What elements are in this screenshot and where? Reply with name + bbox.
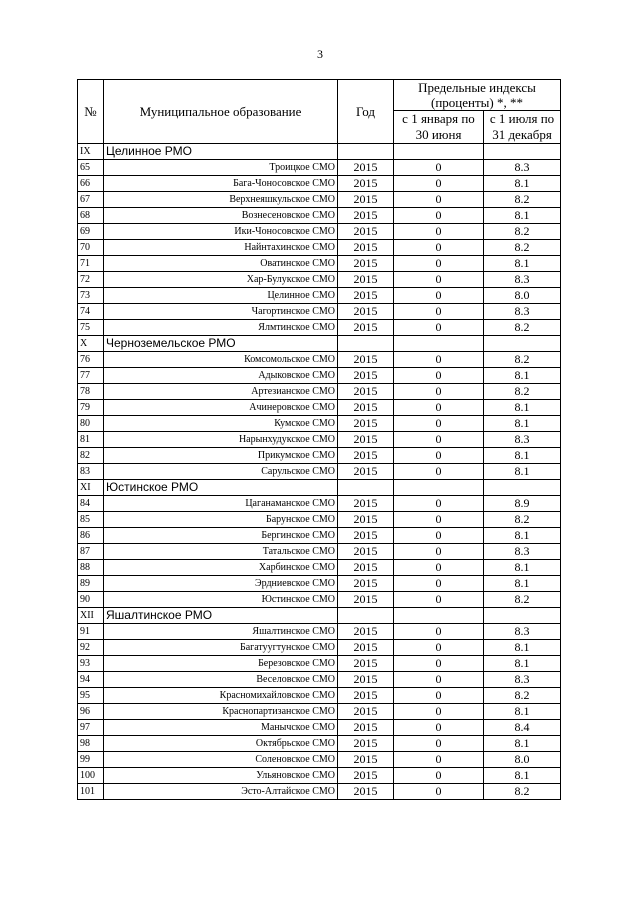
table-row: [78, 288, 561, 304]
index-second-half: 8.3: [484, 304, 561, 320]
index-first-half: 0: [394, 176, 484, 192]
index-first-half: 0: [394, 320, 484, 336]
empty-cell: [394, 480, 484, 496]
row-number: 71: [78, 256, 104, 272]
empty-cell: [338, 480, 394, 496]
municipality-name: Ики-Чоносовское СМО: [104, 224, 338, 240]
table-row: [78, 768, 561, 784]
table-row: [78, 496, 561, 512]
municipality-name: Бергинское СМО: [104, 528, 338, 544]
year-cell: 2015: [338, 592, 394, 608]
year-cell: 2015: [338, 560, 394, 576]
row-number: 89: [78, 576, 104, 592]
municipality-name: Найнтахинское СМО: [104, 240, 338, 256]
row-number: 73: [78, 288, 104, 304]
municipality-name: Хар-Булукское СМО: [104, 272, 338, 288]
table-row: [78, 448, 561, 464]
row-number: 95: [78, 688, 104, 704]
section-row: [78, 608, 561, 624]
municipality-name: Яшалтинское СМО: [104, 624, 338, 640]
table-row: [78, 224, 561, 240]
header-second-half: с 1 июля по 31 декабря: [484, 111, 561, 144]
row-number: 85: [78, 512, 104, 528]
index-first-half: 0: [394, 512, 484, 528]
year-cell: 2015: [338, 528, 394, 544]
municipality-name: Ялмтинское СМО: [104, 320, 338, 336]
index-first-half: 0: [394, 528, 484, 544]
year-cell: 2015: [338, 288, 394, 304]
municipality-name: Верхнеяшкульское СМО: [104, 192, 338, 208]
table-row: [78, 512, 561, 528]
row-number: 75: [78, 320, 104, 336]
table-row: [78, 304, 561, 320]
index-first-half: 0: [394, 352, 484, 368]
index-second-half: 8.1: [484, 560, 561, 576]
year-cell: 2015: [338, 416, 394, 432]
year-cell: 2015: [338, 304, 394, 320]
index-second-half: 8.0: [484, 288, 561, 304]
table-row: [78, 576, 561, 592]
municipality-name: Ачинеровское СМО: [104, 400, 338, 416]
municipality-name: Сарульское СМО: [104, 464, 338, 480]
municipality-name: Октябрьское СМО: [104, 736, 338, 752]
index-second-half: 8.2: [484, 320, 561, 336]
row-number: 86: [78, 528, 104, 544]
table-row: [78, 720, 561, 736]
municipality-name: Чагортинское СМО: [104, 304, 338, 320]
year-cell: 2015: [338, 224, 394, 240]
section-row: [78, 144, 561, 160]
table-header: [78, 80, 561, 144]
row-number: 96: [78, 704, 104, 720]
index-first-half: 0: [394, 160, 484, 176]
municipality-name: Цаганаманское СМО: [104, 496, 338, 512]
index-first-half: 0: [394, 304, 484, 320]
index-second-half: 8.3: [484, 432, 561, 448]
index-second-half: 8.1: [484, 400, 561, 416]
municipality-name: Юстинское СМО: [104, 592, 338, 608]
header-municipality: Муниципальное образование: [104, 80, 338, 144]
year-cell: 2015: [338, 160, 394, 176]
table-row: [78, 592, 561, 608]
municipality-name: Эрдниевское СМО: [104, 576, 338, 592]
index-second-half: 8.2: [484, 592, 561, 608]
year-cell: 2015: [338, 624, 394, 640]
table-row: [78, 368, 561, 384]
index-second-half: 8.1: [484, 256, 561, 272]
table-row: [78, 160, 561, 176]
index-first-half: 0: [394, 704, 484, 720]
year-cell: 2015: [338, 640, 394, 656]
municipality-name: Нарынхудукское СМО: [104, 432, 338, 448]
row-number: 78: [78, 384, 104, 400]
table-row: [78, 704, 561, 720]
table-row: [78, 416, 561, 432]
municipality-name: Кумское СМО: [104, 416, 338, 432]
section-number: IX: [78, 144, 104, 160]
table-row: [78, 528, 561, 544]
row-number: 97: [78, 720, 104, 736]
index-first-half: 0: [394, 720, 484, 736]
row-number: 84: [78, 496, 104, 512]
index-second-half: 8.1: [484, 736, 561, 752]
municipality-name: Бага-Чоносовское СМО: [104, 176, 338, 192]
row-number: 83: [78, 464, 104, 480]
row-number: 67: [78, 192, 104, 208]
year-cell: 2015: [338, 352, 394, 368]
section-number: X: [78, 336, 104, 352]
index-second-half: 8.3: [484, 160, 561, 176]
index-first-half: 0: [394, 784, 484, 800]
index-second-half: 8.2: [484, 192, 561, 208]
index-first-half: 0: [394, 736, 484, 752]
table-row: [78, 272, 561, 288]
table-row: [78, 384, 561, 400]
municipality-name: Багатуугтунское СМО: [104, 640, 338, 656]
year-cell: 2015: [338, 448, 394, 464]
empty-cell: [394, 336, 484, 352]
empty-cell: [484, 144, 561, 160]
row-number: 70: [78, 240, 104, 256]
index-second-half: 8.3: [484, 672, 561, 688]
empty-cell: [338, 336, 394, 352]
section-number: XI: [78, 480, 104, 496]
municipality-name: Соленовское СМО: [104, 752, 338, 768]
index-second-half: 8.2: [484, 240, 561, 256]
empty-cell: [394, 144, 484, 160]
page-number: 3: [317, 47, 323, 61]
row-number: 65: [78, 160, 104, 176]
row-number: 82: [78, 448, 104, 464]
index-first-half: 0: [394, 560, 484, 576]
row-number: 98: [78, 736, 104, 752]
municipality-name: Ульяновское СМО: [104, 768, 338, 784]
index-second-half: 8.3: [484, 624, 561, 640]
year-cell: 2015: [338, 544, 394, 560]
table-row: [78, 688, 561, 704]
index-second-half: 8.1: [484, 416, 561, 432]
table-row: [78, 464, 561, 480]
index-second-half: 8.1: [484, 528, 561, 544]
index-second-half: 8.1: [484, 640, 561, 656]
index-second-half: 8.2: [484, 352, 561, 368]
row-number: 76: [78, 352, 104, 368]
row-number: 101: [78, 784, 104, 800]
section-title: Яшалтинское РМО: [104, 608, 338, 624]
empty-cell: [484, 608, 561, 624]
empty-cell: [338, 608, 394, 624]
row-number: 79: [78, 400, 104, 416]
municipality-name: Комсомольское СМО: [104, 352, 338, 368]
table-row: [78, 736, 561, 752]
year-cell: 2015: [338, 368, 394, 384]
year-cell: 2015: [338, 192, 394, 208]
municipality-name: Целинное СМО: [104, 288, 338, 304]
index-first-half: 0: [394, 208, 484, 224]
municipality-name: Адыковское СМО: [104, 368, 338, 384]
index-second-half: 8.2: [484, 224, 561, 240]
year-cell: 2015: [338, 752, 394, 768]
index-second-half: 8.1: [484, 576, 561, 592]
index-second-half: 8.3: [484, 544, 561, 560]
year-cell: 2015: [338, 768, 394, 784]
row-number: 87: [78, 544, 104, 560]
index-second-half: 8.1: [484, 704, 561, 720]
header-year: Год: [338, 80, 394, 144]
index-first-half: 0: [394, 592, 484, 608]
table-row: [78, 256, 561, 272]
year-cell: 2015: [338, 384, 394, 400]
year-cell: 2015: [338, 256, 394, 272]
index-second-half: 8.3: [484, 272, 561, 288]
section-title: Черноземельское РМО: [104, 336, 338, 352]
municipality-name: Березовское СМО: [104, 656, 338, 672]
index-first-half: 0: [394, 272, 484, 288]
section-row: [78, 336, 561, 352]
year-cell: 2015: [338, 576, 394, 592]
row-number: 69: [78, 224, 104, 240]
table-row: [78, 432, 561, 448]
index-first-half: 0: [394, 416, 484, 432]
row-number: 88: [78, 560, 104, 576]
index-first-half: 0: [394, 432, 484, 448]
index-first-half: 0: [394, 656, 484, 672]
header-indices: Предельные индексы (проценты) *, **: [394, 80, 561, 111]
row-number: 80: [78, 416, 104, 432]
row-number: 92: [78, 640, 104, 656]
year-cell: 2015: [338, 512, 394, 528]
index-first-half: 0: [394, 672, 484, 688]
table-row: [78, 400, 561, 416]
row-number: 94: [78, 672, 104, 688]
municipality-name: Татальское СМО: [104, 544, 338, 560]
year-cell: 2015: [338, 272, 394, 288]
empty-cell: [338, 144, 394, 160]
year-cell: 2015: [338, 240, 394, 256]
year-cell: 2015: [338, 688, 394, 704]
row-number: 68: [78, 208, 104, 224]
index-second-half: 8.1: [484, 464, 561, 480]
municipality-name: Харбинское СМО: [104, 560, 338, 576]
index-first-half: 0: [394, 768, 484, 784]
table-row: [78, 656, 561, 672]
table-row: [78, 352, 561, 368]
row-number: 100: [78, 768, 104, 784]
table-row: [78, 544, 561, 560]
index-second-half: 8.1: [484, 208, 561, 224]
index-second-half: 8.2: [484, 688, 561, 704]
table-row: [78, 208, 561, 224]
empty-cell: [484, 480, 561, 496]
index-first-half: 0: [394, 544, 484, 560]
table-row: [78, 752, 561, 768]
index-first-half: 0: [394, 224, 484, 240]
municipality-name: Артезианское СМО: [104, 384, 338, 400]
table-row: [78, 672, 561, 688]
table-body: [78, 144, 561, 800]
table-row: [78, 192, 561, 208]
index-first-half: 0: [394, 192, 484, 208]
index-second-half: 8.4: [484, 720, 561, 736]
year-cell: 2015: [338, 176, 394, 192]
index-first-half: 0: [394, 464, 484, 480]
table-row: [78, 784, 561, 800]
municipality-name: Троицкое СМО: [104, 160, 338, 176]
header-num: №: [78, 80, 104, 144]
index-second-half: 8.1: [484, 656, 561, 672]
section-row: [78, 480, 561, 496]
year-cell: 2015: [338, 720, 394, 736]
section-title: Целинное РМО: [104, 144, 338, 160]
index-first-half: 0: [394, 576, 484, 592]
section-number: XII: [78, 608, 104, 624]
index-first-half: 0: [394, 496, 484, 512]
row-number: 90: [78, 592, 104, 608]
index-second-half: 8.1: [484, 176, 561, 192]
year-cell: 2015: [338, 400, 394, 416]
index-second-half: 8.1: [484, 448, 561, 464]
index-first-half: 0: [394, 688, 484, 704]
year-cell: 2015: [338, 656, 394, 672]
municipality-name: Красномихайловское СМО: [104, 688, 338, 704]
index-first-half: 0: [394, 752, 484, 768]
row-number: 74: [78, 304, 104, 320]
indices-table: [77, 79, 561, 800]
table-row: [78, 624, 561, 640]
municipality-name: Краснопартизанское СМО: [104, 704, 338, 720]
municipality-name: Вознесеновское СМО: [104, 208, 338, 224]
index-first-half: 0: [394, 240, 484, 256]
index-first-half: 0: [394, 624, 484, 640]
year-cell: 2015: [338, 208, 394, 224]
year-cell: 2015: [338, 320, 394, 336]
row-number: 72: [78, 272, 104, 288]
table-row: [78, 640, 561, 656]
municipality-name: Манычское СМО: [104, 720, 338, 736]
index-first-half: 0: [394, 368, 484, 384]
index-second-half: 8.1: [484, 368, 561, 384]
year-cell: 2015: [338, 784, 394, 800]
index-second-half: 8.2: [484, 784, 561, 800]
municipality-name: Прикумское СМО: [104, 448, 338, 464]
municipality-name: Оватинское СМО: [104, 256, 338, 272]
table-row: [78, 240, 561, 256]
row-number: 81: [78, 432, 104, 448]
index-second-half: 8.1: [484, 768, 561, 784]
row-number: 99: [78, 752, 104, 768]
table-row: [78, 176, 561, 192]
index-second-half: 8.9: [484, 496, 561, 512]
index-first-half: 0: [394, 288, 484, 304]
row-number: 77: [78, 368, 104, 384]
header-first-half: с 1 января по 30 июня: [394, 111, 484, 144]
index-first-half: 0: [394, 448, 484, 464]
year-cell: 2015: [338, 464, 394, 480]
municipality-name: Эсто-Алтайское СМО: [104, 784, 338, 800]
index-first-half: 0: [394, 400, 484, 416]
municipality-name: Барунское СМО: [104, 512, 338, 528]
table-row: [78, 560, 561, 576]
row-number: 93: [78, 656, 104, 672]
empty-cell: [394, 608, 484, 624]
municipality-name: Веселовское СМО: [104, 672, 338, 688]
index-first-half: 0: [394, 384, 484, 400]
year-cell: 2015: [338, 672, 394, 688]
section-title: Юстинское РМО: [104, 480, 338, 496]
year-cell: 2015: [338, 736, 394, 752]
year-cell: 2015: [338, 704, 394, 720]
year-cell: 2015: [338, 432, 394, 448]
row-number: 66: [78, 176, 104, 192]
index-second-half: 8.0: [484, 752, 561, 768]
index-first-half: 0: [394, 640, 484, 656]
table-row: [78, 320, 561, 336]
empty-cell: [484, 336, 561, 352]
index-first-half: 0: [394, 256, 484, 272]
index-second-half: 8.2: [484, 384, 561, 400]
year-cell: 2015: [338, 496, 394, 512]
index-second-half: 8.2: [484, 512, 561, 528]
row-number: 91: [78, 624, 104, 640]
